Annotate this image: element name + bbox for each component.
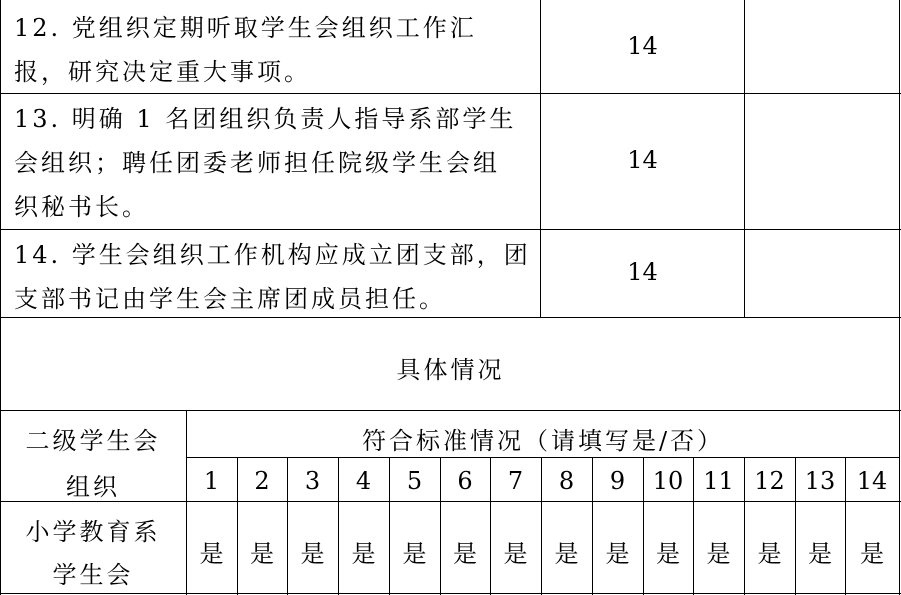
criterion-text-line: 报，研究决定重大事项。 [14, 58, 311, 86]
column-number: 10 [652, 467, 684, 495]
compliance-value: 是 [503, 540, 528, 568]
column-number: 14 [856, 467, 888, 495]
compliance-value: 是 [199, 540, 224, 568]
compliance-value: 是 [656, 540, 680, 568]
compliance-value: 是 [706, 540, 731, 568]
org-name-line2: 学生会 [52, 561, 134, 589]
criterion-text-line: 织秘书长。 [14, 193, 149, 221]
org-header-line2: 组织 [66, 473, 120, 501]
column-number: 5 [406, 467, 423, 495]
table-right-border [899, 0, 900, 595]
column-number: 9 [609, 467, 626, 495]
compliance-value: 是 [757, 540, 782, 568]
row-divider [0, 229, 901, 230]
column-number: 2 [254, 467, 270, 495]
compliance-value: 是 [300, 540, 325, 568]
criterion-text-line: 12. 党组织定期听取学生会组织工作汇 [14, 14, 477, 42]
compliance-value: 是 [554, 540, 579, 568]
criterion-13-score: 14 [627, 146, 658, 174]
column-number: 3 [304, 467, 321, 495]
criterion-14-score: 14 [627, 258, 658, 286]
criterion-text-line: 支部书记由学生会主席团成员担任。 [14, 285, 446, 313]
column-number: 13 [804, 467, 836, 495]
column-divider [744, 0, 745, 318]
row-divider [0, 410, 901, 411]
criterion-13 [14, 97, 516, 229]
criterion-text-line: 会组织；聘任团委老师担任院级学生会组 [14, 149, 500, 177]
column-number: 4 [355, 467, 372, 495]
org-name-line1: 小学教育系 [25, 518, 161, 546]
table-left-border [0, 0, 1, 595]
org-header-line1: 二级学生会 [25, 427, 161, 455]
column-number: 7 [507, 467, 524, 495]
compliance-value: 是 [605, 540, 630, 568]
column-number: 1 [203, 467, 220, 495]
criterion-text-line: 14. 学生会组织工作机构应成立团支部，团 [14, 241, 531, 269]
compliance-header: 符合标准情况（请填写是/否） [361, 427, 725, 455]
column-number: 12 [754, 467, 785, 495]
compliance-value: 是 [453, 540, 477, 568]
column-number: 6 [457, 467, 473, 495]
column-number: 11 [703, 467, 734, 495]
criterion-text-line: 13. 明确 1 名团组织负责人指导系部学生 [14, 105, 517, 133]
column-number: 8 [558, 467, 575, 495]
compliance-value: 是 [250, 540, 274, 568]
section-title: 具体情况 [396, 356, 505, 384]
compliance-value: 是 [808, 540, 832, 568]
criterion-12 [14, 6, 477, 94]
criterion-14 [14, 233, 531, 321]
table-bottom-border [0, 593, 901, 594]
compliance-value: 是 [402, 540, 427, 568]
compliance-value: 是 [351, 540, 376, 568]
header-divider [186, 457, 900, 458]
compliance-value: 是 [860, 540, 884, 568]
criterion-12-score: 14 [627, 32, 658, 60]
